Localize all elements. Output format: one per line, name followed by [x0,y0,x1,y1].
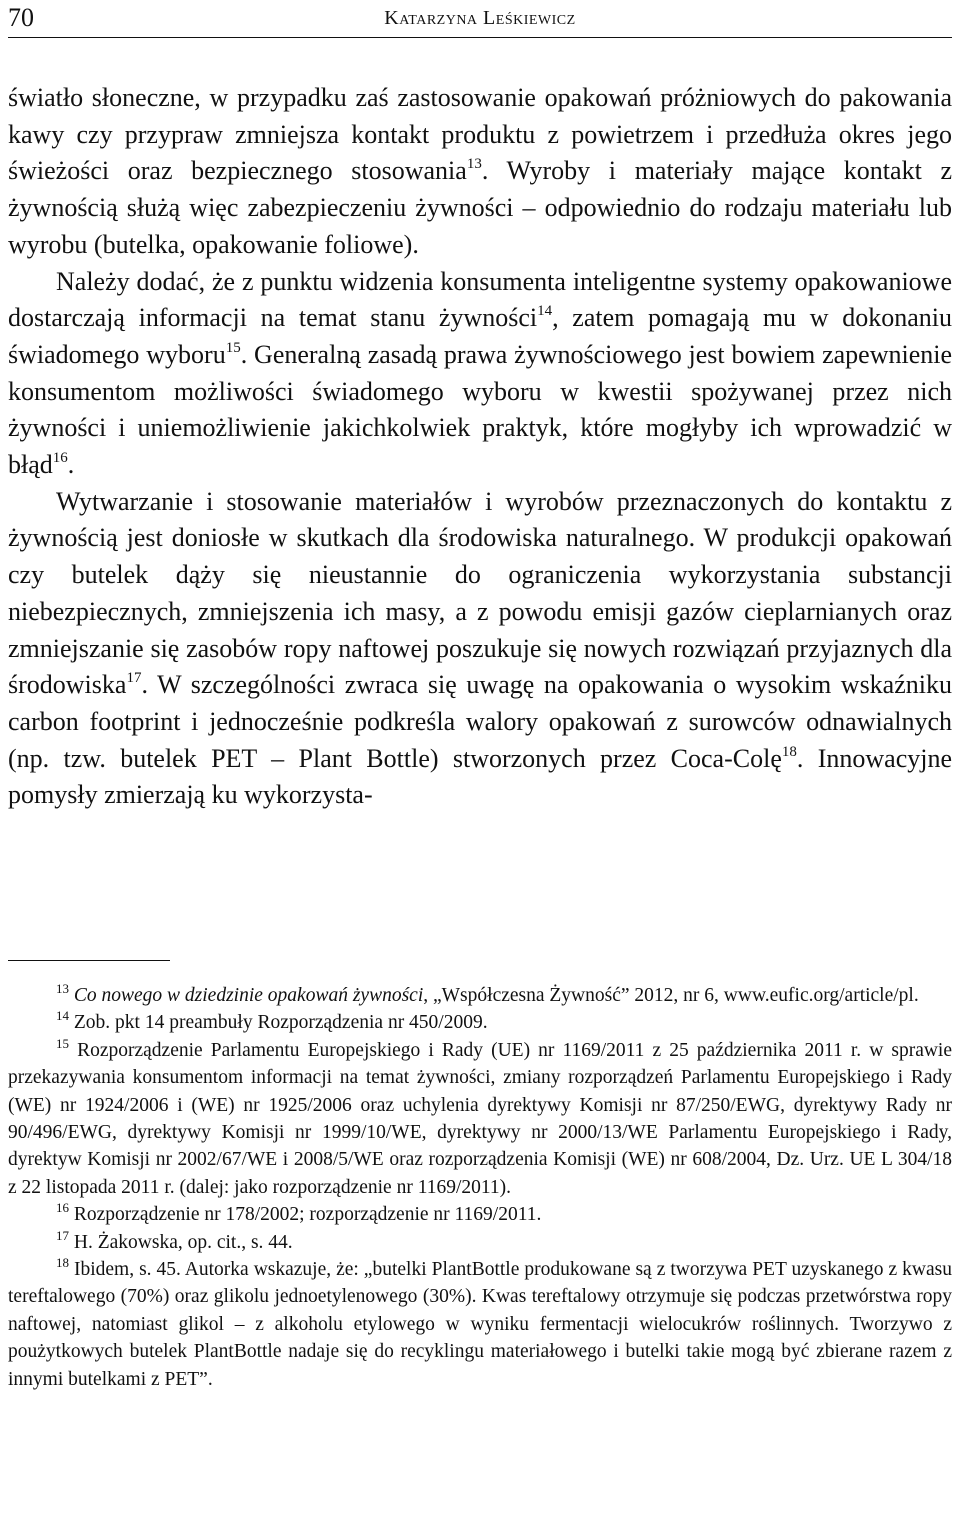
footnote-16 [8,1201,952,1228]
text-run: . Innowacyjne pomysły zmierzają ku wykorzysta- [8,743,952,810]
text-run: Należy dodać, że z punktu widzenia konsumenta inteligentne systemy opakowaniowe dostarczają informacji na temat stanu żywności [8,266,952,333]
footnote-18 [8,1256,952,1393]
page-number: 70 [8,3,34,32]
footnote-text: Rozporządzenie nr 178/2002; rozporządzenie nr 1169/2011. [73,1204,542,1226]
footnote-number: 18 [56,1255,69,1271]
paragraph-3 [8,484,952,814]
text-run: . W szczególności zwraca się uwagę na opakowania o wysokim wskaźniku carbon footprint i jednocześnie podkreśla walory opakowań z surowców odnawialnych (np. tzw. butelek PET – Plant Bottle) stworzonych przez Coca-Colę [8,670,952,773]
header-rule [8,37,952,38]
footnote-text: H. Żakowska, op. cit., s. 44. [73,1231,293,1253]
footnote-ref-17[interactable]: 17 [126,670,142,687]
text-run: . [67,450,75,480]
footnote-number: 15 [56,1035,69,1051]
footnote-17 [8,1229,952,1256]
text-run: światło słoneczne, w przypadku zaś zastosowanie opakowań próżniowych do pakowania kawy czy przypraw zmniejsza kontakt produktu z powietrzem i przedłuża okres jego świeżości oraz bezpiecznego stosowania [8,83,952,186]
footnote-15 [8,1037,952,1201]
text-run: Wytwarzanie i stosowanie materiałów i wyrobów przeznaczonych do kontaktu z żywnością jest doniosłe w skutkach dla środowiska naturalnego. W produkcji opakowań czy butelek dąży się nieustannie do ograniczenia wykorzystania substancji niebezpiecznych, zmniejszenia ich masy, a z powodu emisji gazów cieplarnianych oraz zmniejszanie się zasobów ropy naftowej poszukuje się nowych rozwiązań przyjaznych dla środowiska [8,486,952,700]
footnote-number: 17 [56,1227,69,1243]
footnote-text: Zob. pkt 14 preambuły Rozporządzenia nr 450/2009. [73,1012,488,1034]
text-run: . Generalną zasadą prawa żywnościowego jest bowiem zapewnienie konsumentom możliwości świadomego wyboru w kwestii spożywanej przez nich żywności i uniemożliwienie jakichkolwiek praktyk, które mogłyby ich wprowadzić w błąd [8,339,953,480]
footnote-ref-18[interactable]: 18 [781,743,797,760]
footnote-14 [8,1009,952,1036]
footnote-number: 16 [56,1200,69,1216]
footnote-ref-14[interactable]: 14 [537,303,553,320]
footnote-text: Ibidem, s. 45. Autorka wskazuje, że: „butelki PlantBottle produkowane są z tworzywa PET uzyskanego z kwasu tereftalowego (70%) oraz glikolu jednoetylenowego (30%). Kwas tereftalowy otrzymuje się podczas przetwórstwa ropy naftowej, natomiast glikol – z alkoholu etylowego w wyniku fermentacji wielocukrów roślinnych. Tworzywo z poużytkowych butelek PlantBottle nadaje się do recyklingu materiałowego i butelki takie mogą być zbierane razem z innymi butelkami z PET”. [8,1259,952,1390]
body-text [8,80,952,814]
footnote-number: 14 [56,1008,69,1024]
page-header [8,0,952,38]
footnote-text: , „Współczesna Żywność” 2012, nr 6, www.eufic.org/article/pl. [423,985,919,1006]
footnote-text: Rozporządzenie Parlamentu Europejskiego i Rady (UE) nr 1169/2011 z 25 października 2011 r. w sprawie przekazywania konsumentom informacji na temat żywności, zmiany rozporządzeń Parlamentu Europejskiego i Rady (WE) nr 1924/2006 i (WE) nr 1925/2006 oraz uchylenia dyrektywy Komisji nr 87/250/EWG, dyrektywy Rady nr 90/496/EWG, dyrektywy Komisji nr 1999/10/WE, dyrektywy nr 2000/13/WE Parlamentu Europejskiego i Rady, dyrektyw Komisji nr 2002/67/WE i 2008/5/WE oraz rozporządzenia Komisji (WE) nr 608/2004, Dz. Urz. UE L 304/18 z 22 listopada 2011 r. (dalej: jako rozporządzenie nr 1169/2011). [8,1039,952,1198]
text-run: , zatem pomagają mu w dokonaniu świadomego wyboru [8,303,952,369]
text-run: . Wyroby i materiały mające kontakt z żywnością służą więc zabezpieczeniu żywności – odpowiednio do rodzaju materiału lub wyrobu (butelka, opakowanie foliowe). [8,156,952,259]
footnote-ref-16[interactable]: 16 [52,450,68,467]
footnote-separator [8,960,170,961]
footnote-number: 13 [56,981,69,996]
footnote-ref-15[interactable]: 15 [225,339,241,356]
footnote-italic-title: Co nowego w dziedzinie opakowań żywności [73,985,424,1006]
paragraph-1 [8,80,952,264]
running-head-author: Katarzyna Leśkiewicz [384,7,576,29]
paragraph-2 [8,264,952,484]
footnote-13 [8,982,952,1009]
footnote-ref-13[interactable]: 13 [466,156,482,173]
footnotes [8,982,952,1393]
